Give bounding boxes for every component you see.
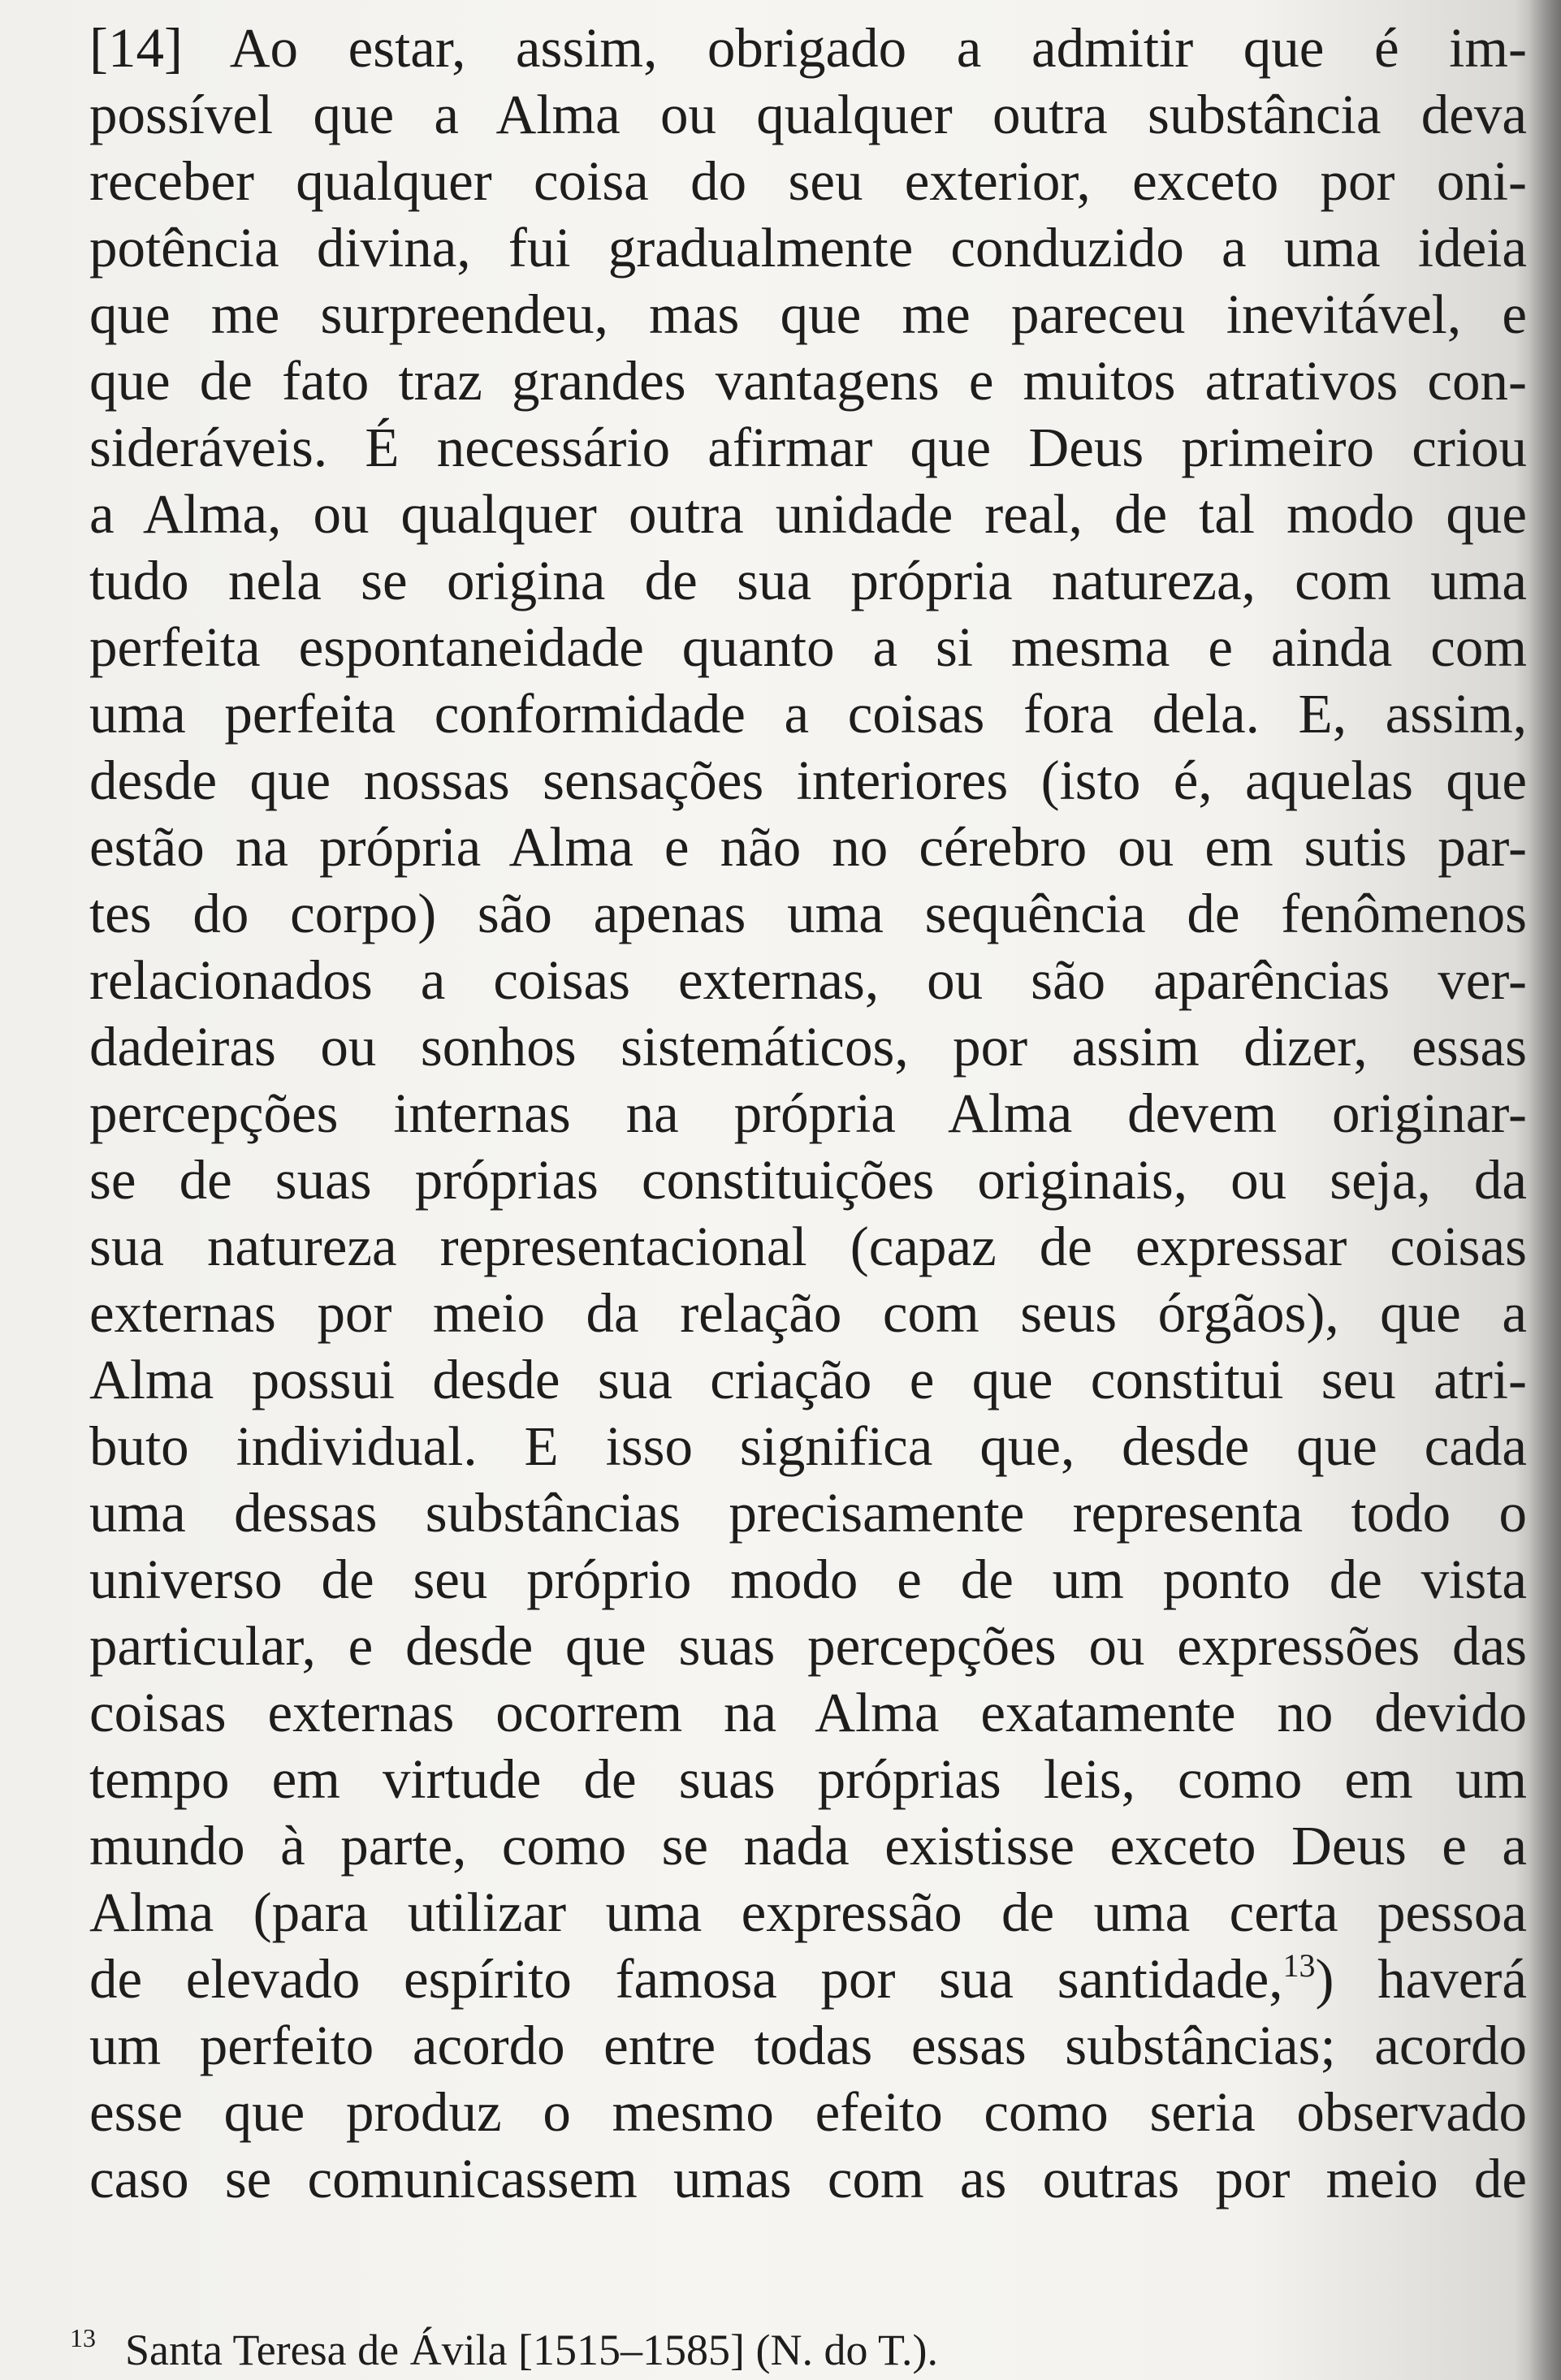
- text-line: a Alma, ou qualquer outra unidade real, de tal modo que: [89, 483, 1527, 545]
- text-line: perfeita espontaneidade quanto a si mesma e ainda com: [89, 616, 1527, 678]
- text-line-with-footnote: [89, 1946, 1527, 2012]
- footnote-number: 13: [70, 2323, 96, 2352]
- text-line: uma dessas substâncias precisamente representa todo o: [89, 1482, 1527, 1544]
- text-line: buto individual. E isso significa que, desde que cada: [89, 1415, 1527, 1477]
- text-line: se de suas próprias constituições originais, ou seja, da: [89, 1149, 1527, 1211]
- footnote-reference[interactable]: 13: [1282, 1947, 1316, 1984]
- text-line: uma perfeita conformidade a coisas fora dela. E, assim,: [89, 683, 1527, 745]
- text-line: possível que a Alma ou qualquer outra substância deva: [89, 84, 1527, 145]
- text-line: que me surpreendeu, mas que me pareceu inevitável, e: [89, 283, 1527, 345]
- text-line: caso se comunicassem umas com as outras por meio de: [89, 2148, 1527, 2209]
- text-line: percepções internas na própria Alma devem originar-: [89, 1082, 1527, 1144]
- text-line: receber qualquer coisa do seu exterior, exceto por oni-: [89, 150, 1527, 212]
- text-line: [14] Ao estar, assim, obrigado a admitir que é im-: [89, 17, 1527, 79]
- text-segment: ) haverá: [1315, 1948, 1527, 2010]
- text-segment: de elevado espírito famosa por sua santidade,: [89, 1948, 1283, 2010]
- text-line: um perfeito acordo entre todas essas substâncias; acordo: [89, 2015, 1527, 2076]
- footnote-text: Santa Teresa de Ávila [1515–1585] (N. do T.).: [125, 2326, 938, 2374]
- text-line: coisas externas ocorrem na Alma exatamente no devido: [89, 1682, 1527, 1743]
- text-line: mundo à parte, como se nada existisse exceto Deus e a: [89, 1815, 1527, 1877]
- body-paragraph: [89, 15, 1527, 2212]
- text-line: estão na própria Alma e não no cérebro ou em sutis par-: [89, 816, 1527, 878]
- text-line: potência divina, fui gradualmente conduzido a uma ideia: [89, 217, 1527, 279]
- text-line: particular, e desde que suas percepções ou expressões das: [89, 1615, 1527, 1677]
- text-line: esse que produz o mesmo efeito como seria observado: [89, 2081, 1527, 2143]
- page-edge-shadow: [1529, 0, 1561, 2380]
- text-line: Alma possui desde sua criação e que constitui seu atri-: [89, 1349, 1527, 1410]
- text-line: sideráveis. É necessário afirmar que Deus primeiro criou: [89, 417, 1527, 478]
- text-line: relacionados a coisas externas, ou são aparências ver-: [89, 949, 1527, 1011]
- text-line: tempo em virtude de suas próprias leis, como em um: [89, 1748, 1527, 1810]
- text-line: sua natureza representacional (capaz de expressar coisas: [89, 1216, 1527, 1277]
- text-line: tudo nela se origina de sua própria natureza, com uma: [89, 550, 1527, 611]
- text-line: externas por meio da relação com seus órgãos), que a: [89, 1282, 1527, 1344]
- text-line: Alma (para utilizar uma expressão de uma certa pessoa: [89, 1881, 1527, 1943]
- text-line: dadeiras ou sonhos sistemáticos, por assim dizer, essas: [89, 1016, 1527, 1078]
- text-line: tes do corpo) são apenas uma sequência de fenômenos: [89, 883, 1527, 944]
- text-line: universo de seu próprio modo e de um ponto de vista: [89, 1549, 1527, 1610]
- text-line: desde que nossas sensações interiores (isto é, aquelas que: [89, 749, 1527, 811]
- text-line: que de fato traz grandes vantagens e muitos atrativos con-: [89, 350, 1527, 412]
- footnote: [70, 2324, 1207, 2376]
